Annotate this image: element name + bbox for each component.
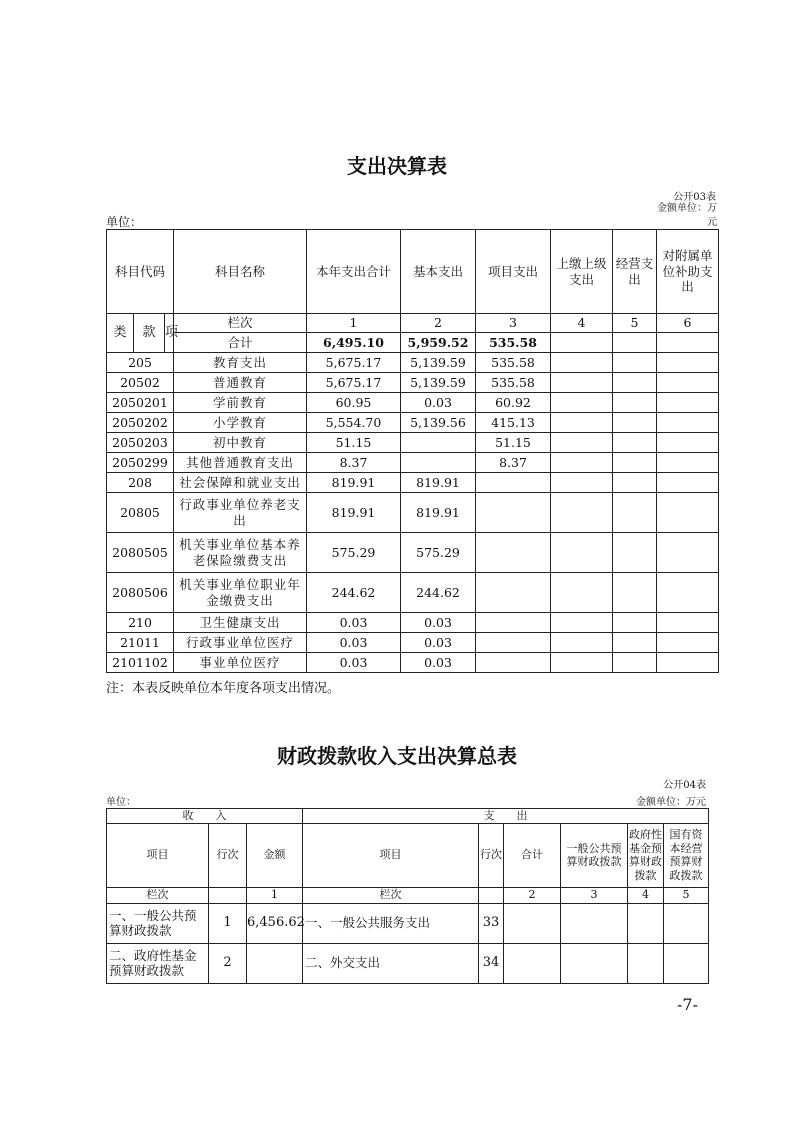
header-fund: 政府性基金预算财政拨款 xyxy=(628,823,664,887)
row-expense-item: 二、外交支出 xyxy=(303,943,479,983)
row-income-line: 2 xyxy=(209,943,247,983)
col-number: 6 xyxy=(657,314,719,333)
row-basic: 0.03 xyxy=(401,613,476,633)
row-name: 行政事业单位医疗 xyxy=(174,633,307,653)
col-number: 5 xyxy=(664,887,709,903)
row-total: 8.37 xyxy=(307,453,401,473)
sub-header-kuan: 款 xyxy=(134,314,165,352)
total-value: 5,959.52 xyxy=(401,333,476,353)
sub-header-lei: 类 xyxy=(107,314,134,352)
header-row xyxy=(107,230,719,314)
row-name: 事业单位医疗 xyxy=(174,653,307,673)
row-basic: 0.03 xyxy=(401,633,476,653)
income-header: 收 入 xyxy=(107,809,303,824)
header-upper: 上缴上级支出 xyxy=(551,230,613,314)
row-code: 20502 xyxy=(107,373,174,393)
row-project xyxy=(476,573,551,613)
row-income-item: 一、一般公共预算财政拨款 xyxy=(107,903,209,943)
row-expense-line: 33 xyxy=(479,903,504,943)
col-number: 2 xyxy=(504,887,561,903)
row-project xyxy=(476,613,551,633)
col-number: 3 xyxy=(561,887,628,903)
table-row xyxy=(107,903,709,943)
header-general: 一般公共预算财政拨款 xyxy=(561,823,628,887)
table-row xyxy=(107,573,719,613)
row-project: 535.58 xyxy=(476,353,551,373)
col-number: 4 xyxy=(628,887,664,903)
row-basic: 819.91 xyxy=(401,473,476,493)
total-value: 535.58 xyxy=(476,333,551,353)
row-expense-line: 34 xyxy=(479,943,504,983)
row-basic: 5,139.59 xyxy=(401,353,476,373)
col-number: 2 xyxy=(401,314,476,333)
row-basic: 244.62 xyxy=(401,573,476,613)
row-project xyxy=(476,633,551,653)
row-code: 205 xyxy=(107,353,174,373)
header-row xyxy=(107,823,709,887)
row-project: 51.15 xyxy=(476,433,551,453)
row-name: 小学教育 xyxy=(174,413,307,433)
row-project: 60.92 xyxy=(476,393,551,413)
table1-note: 注：本表反映单位本年度各项支出情况。 xyxy=(106,681,341,696)
row-code: 2050202 xyxy=(107,413,174,433)
header-project: 项目支出 xyxy=(476,230,551,314)
column-number-row xyxy=(107,314,719,333)
row-code: 210 xyxy=(107,613,174,633)
header-income-item: 项目 xyxy=(107,823,209,887)
fiscal-summary-table xyxy=(106,808,709,984)
expense-header: 支 出 xyxy=(303,809,709,824)
col-number: 1 xyxy=(247,887,303,903)
table1-code: 公开03表 xyxy=(673,192,716,203)
table-row xyxy=(107,393,719,413)
row-project: 8.37 xyxy=(476,453,551,473)
total-value: 6,495.10 xyxy=(307,333,401,353)
row-name: 行政事业单位养老支出 xyxy=(174,493,307,533)
col-label: 栏次 xyxy=(303,887,479,903)
total-label: 合计 xyxy=(174,333,307,353)
col-number: 1 xyxy=(307,314,401,333)
row-project xyxy=(476,653,551,673)
row-project: 415.13 xyxy=(476,413,551,433)
table-row xyxy=(107,943,709,983)
row-total: 0.03 xyxy=(307,613,401,633)
col-number: 5 xyxy=(613,314,657,333)
row-income-line: 1 xyxy=(209,903,247,943)
row-total: 5,675.17 xyxy=(307,353,401,373)
header-state-capital: 国有资本经营预算财政拨款 xyxy=(664,823,709,887)
col-label: 栏次 xyxy=(174,314,307,333)
row-total: 244.62 xyxy=(307,573,401,613)
col-number: 3 xyxy=(476,314,551,333)
table-row xyxy=(107,353,719,373)
row-project xyxy=(476,473,551,493)
row-code: 208 xyxy=(107,473,174,493)
page-number: -7- xyxy=(677,995,698,1014)
row-code: 20805 xyxy=(107,493,174,533)
row-total: 0.03 xyxy=(307,653,401,673)
table1-unit-left: 单位： xyxy=(106,215,143,229)
column-number-row xyxy=(107,887,709,903)
row-name: 普通教育 xyxy=(174,373,307,393)
table1-title: 支出决算表 xyxy=(347,154,447,178)
row-total: 575.29 xyxy=(307,533,401,573)
row-code: 2050203 xyxy=(107,433,174,453)
row-basic: 5,139.59 xyxy=(401,373,476,393)
row-basic: 575.29 xyxy=(401,533,476,573)
table1-unit-right: 金额单位：万元 xyxy=(657,203,717,228)
header-subsidy: 对附属单位补助支出 xyxy=(657,230,719,314)
row-total: 51.15 xyxy=(307,433,401,453)
table-row xyxy=(107,533,719,573)
header-income-line: 行次 xyxy=(209,823,247,887)
row-basic: 5,139.56 xyxy=(401,413,476,433)
row-code: 2050299 xyxy=(107,453,174,473)
row-basic: 0.03 xyxy=(401,393,476,413)
row-project xyxy=(476,533,551,573)
table-row xyxy=(107,453,719,473)
row-code: 2080505 xyxy=(107,533,174,573)
row-amount: 6,456.62 xyxy=(247,903,303,943)
header-name: 科目名称 xyxy=(174,230,307,314)
row-project xyxy=(476,493,551,533)
table-row xyxy=(107,433,719,453)
table2-unit-left: 单位： xyxy=(106,797,136,808)
header-total: 合计 xyxy=(504,823,561,887)
total-row xyxy=(107,333,719,353)
row-code: 2050201 xyxy=(107,393,174,413)
row-name: 教育支出 xyxy=(174,353,307,373)
row-total: 819.91 xyxy=(307,493,401,533)
sub-header-xiang: 项 xyxy=(165,324,179,340)
row-amount xyxy=(247,943,303,983)
table-row xyxy=(107,653,719,673)
row-project: 535.58 xyxy=(476,373,551,393)
row-basic xyxy=(401,453,476,473)
header-total: 本年支出合计 xyxy=(307,230,401,314)
table2-code: 公开04表 xyxy=(663,780,706,791)
row-basic xyxy=(401,433,476,453)
table-row xyxy=(107,493,719,533)
row-name: 社会保障和就业支出 xyxy=(174,473,307,493)
col-number: 4 xyxy=(551,314,613,333)
header-expense-item: 项目 xyxy=(303,823,479,887)
header-business: 经营支出 xyxy=(613,230,657,314)
table-row xyxy=(107,413,719,433)
header-expense-line: 行次 xyxy=(479,823,504,887)
expense-table xyxy=(106,229,719,673)
row-code: 21011 xyxy=(107,633,174,653)
row-name: 初中教育 xyxy=(174,433,307,453)
table2-title: 财政拨款收入支出决算总表 xyxy=(277,744,517,768)
row-income-item: 二、政府性基金预算财政拨款 xyxy=(107,943,209,983)
row-name: 机关事业单位基本养老保险缴费支出 xyxy=(174,533,307,573)
row-total: 5,554.70 xyxy=(307,413,401,433)
table2-unit-right: 金额单位：万元 xyxy=(636,797,706,808)
row-name: 其他普通教育支出 xyxy=(174,453,307,473)
table-row xyxy=(107,373,719,393)
sub-header-cell xyxy=(107,314,179,353)
row-name: 机关事业单位职业年金缴费支出 xyxy=(174,573,307,613)
row-expense-item: 一、一般公共服务支出 xyxy=(303,903,479,943)
row-total: 60.95 xyxy=(307,393,401,413)
row-code: 2080506 xyxy=(107,573,174,613)
row-name: 卫生健康支出 xyxy=(174,613,307,633)
row-basic: 0.03 xyxy=(401,653,476,673)
row-basic: 819.91 xyxy=(401,493,476,533)
table-row xyxy=(107,633,719,653)
table-row xyxy=(107,473,719,493)
header-code: 科目代码 xyxy=(107,230,174,314)
row-name: 学前教育 xyxy=(174,393,307,413)
row-total: 819.91 xyxy=(307,473,401,493)
col-label: 栏次 xyxy=(107,887,209,903)
table-row xyxy=(107,613,719,633)
header-amount: 金额 xyxy=(247,823,303,887)
row-total: 5,675.17 xyxy=(307,373,401,393)
row-total: 0.03 xyxy=(307,633,401,653)
header-basic: 基本支出 xyxy=(401,230,476,314)
row-code: 2101102 xyxy=(107,653,174,673)
